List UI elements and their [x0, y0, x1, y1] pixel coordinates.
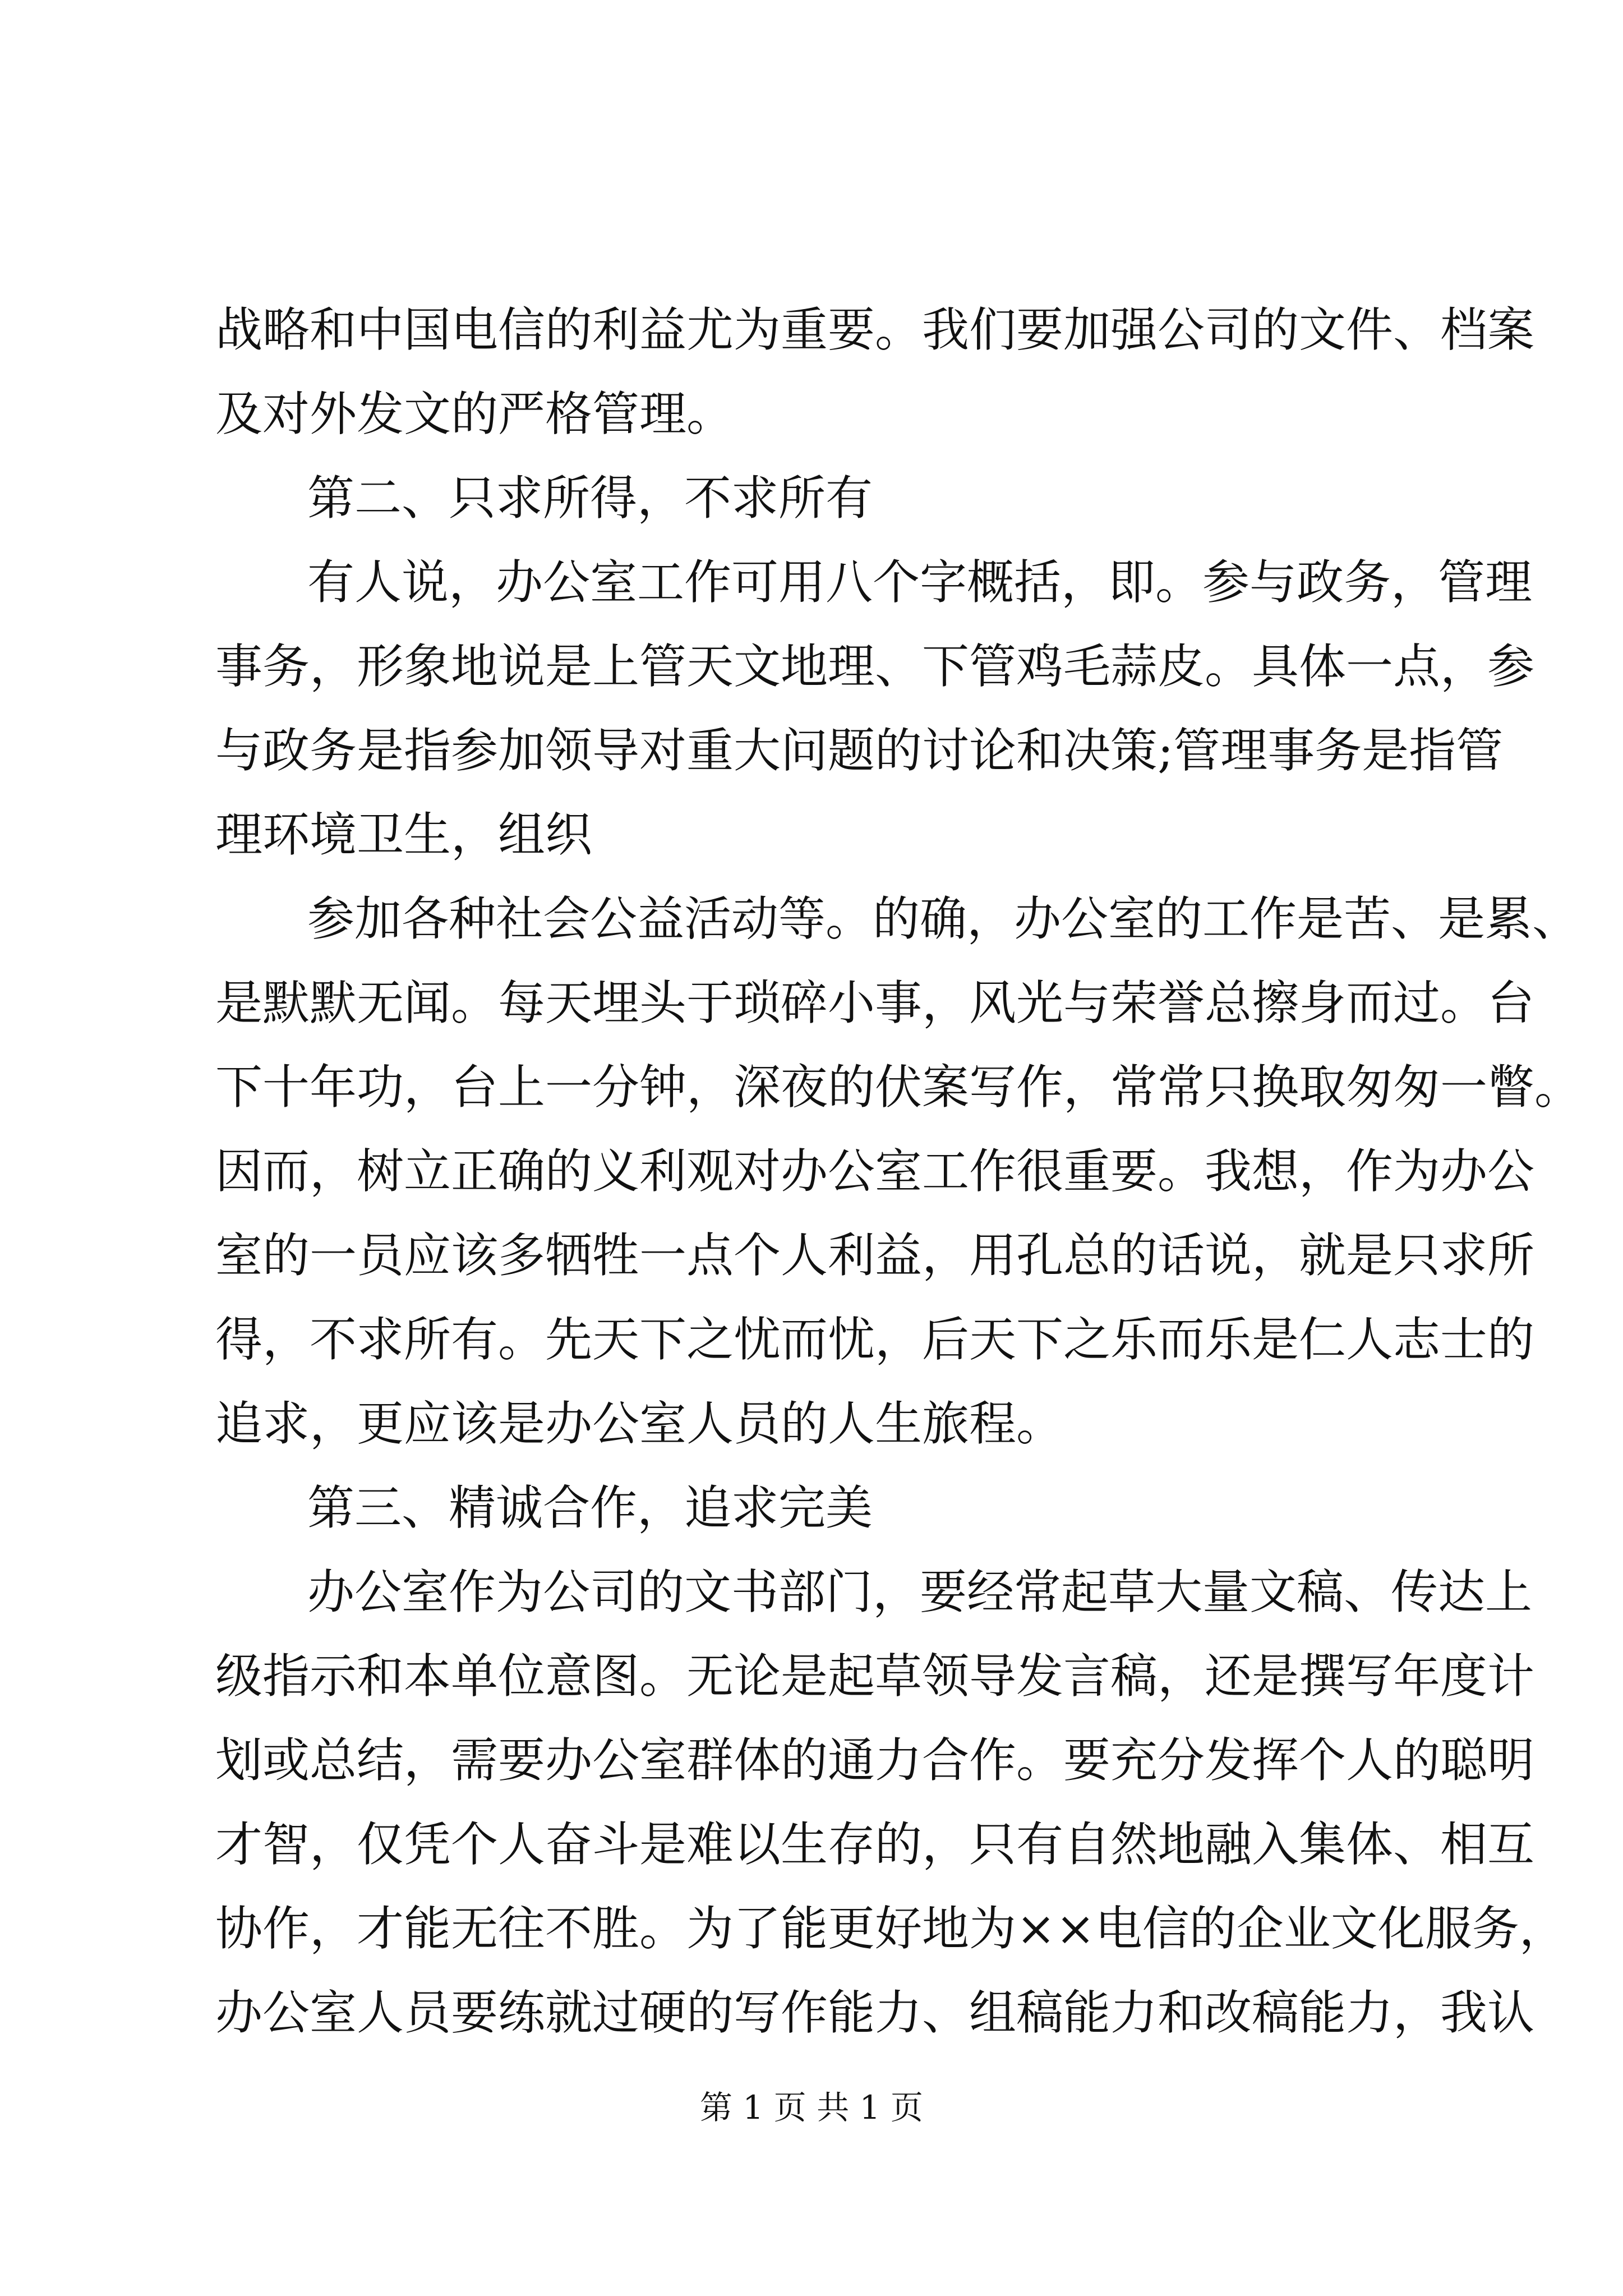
text-line: 办公室人员要练就过硬的写作能力、组稿能力和改稿能力，我认 [215, 1985, 1535, 2040]
text-line: 事务，形象地说是上管天文地理、下管鸡毛蒜皮。具体一点，参 [215, 639, 1535, 694]
text-line: 及对外发文的严格管理。 [215, 386, 734, 441]
text-line: 与政务是指参加领导对重大问题的讨论和决策;管理事务是指管 [215, 723, 1504, 778]
text-line: 有人说，办公室工作可用八个字概括，即。参与政务，管理 [307, 555, 1533, 610]
section-heading: 第三、精诚合作，追求完美 [307, 1480, 873, 1535]
text-line: 因而，树立正确的义利观对办公室工作很重要。我想，作为办公 [215, 1144, 1535, 1199]
text-line: 级指示和本单位意图。无论是起草领导发言稿，还是撰写年度计 [215, 1649, 1535, 1704]
text-line: 划或总结，需要办公室群体的通力合作。要充分发挥个人的聪明 [215, 1733, 1535, 1788]
page-number-footer: 第 1 页 共 1 页 [700, 2088, 923, 2127]
text-line: 下十年功，台上一分钟，深夜的伏案写作，常常只换取匆匆一瞥。 [215, 1060, 1582, 1115]
text-line: 战略和中国电信的利益尤为重要。我们要加强公司的文件、档案 [215, 302, 1535, 357]
text-line: 办公室作为公司的文书部门，要经常起草大量文稿、传达上 [307, 1565, 1533, 1619]
text-line: 得，不求所有。先天下之忧而忧，后天下之乐而乐是仁人志士的 [215, 1312, 1535, 1367]
text-line: 参加各种社会公益活动等。的确，办公室的工作是苦、是累、 [307, 891, 1580, 946]
section-heading: 第二、只求所得，不求所有 [307, 471, 873, 526]
text-line: 室的一员应该多牺牲一点个人利益，用孔总的话说，就是只求所 [215, 1228, 1535, 1283]
text-line: 理环境卫生，组织 [215, 807, 593, 862]
text-line: 是默默无闻。每天埋头于琐碎小事，风光与荣誉总擦身而过。台 [215, 976, 1535, 1030]
text-line: 才智，仅凭个人奋斗是难以生存的，只有自然地融入集体、相互 [215, 1817, 1535, 1872]
text-line: 追求，更应该是办公室人员的人生旅程。 [215, 1396, 1064, 1451]
text-line: 协作，才能无往不胜。为了能更好地为××电信的企业文化服务， [215, 1901, 1566, 1956]
